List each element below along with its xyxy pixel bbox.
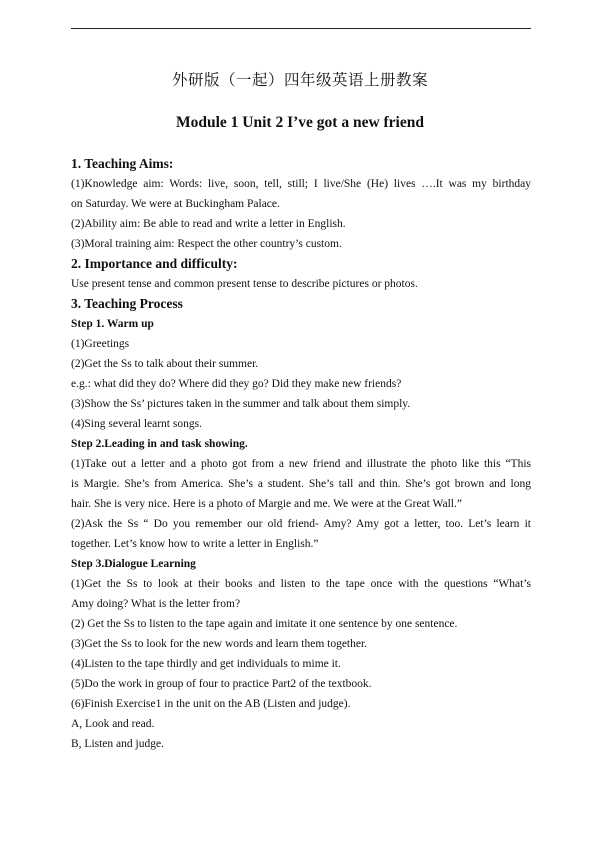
- step2-p2-line-2: together. Let’s know how to write a letter in English.”: [71, 538, 319, 550]
- step1-item: e.g.: what did they do? Where did they go? Did they make new friends?: [71, 378, 402, 390]
- step2-p1-line-2: is Margie. She’s from America. She’s a student. She’s tall and thin. She’s got brown and long: [71, 478, 531, 490]
- step3-item: (5)Do the work in group of four to practice Part2 of the textbook.: [71, 678, 372, 690]
- teaching-aims-heading: 1. Teaching Aims:: [71, 156, 174, 171]
- header-rule: [71, 28, 531, 29]
- step1-item: (2)Get the Ss to talk about their summer.: [71, 358, 259, 370]
- step3-item: (4)Listen to the tape thirdly and get individuals to mime it.: [71, 658, 341, 670]
- step2-paragraph-1: [71, 454, 531, 514]
- step3-item: (3)Get the Ss to look for the new words and learn them together.: [71, 638, 368, 650]
- ability-aim: (2)Ability aim: Be able to read and write a letter in English.: [71, 218, 346, 230]
- step2-p1-line-1: (1)Take out a letter and a photo got from a new friend and illustrate the photo like this “This: [71, 458, 531, 470]
- step3-heading: Step 3.Dialogue Learning: [71, 558, 196, 570]
- step2-p2-line-1: (2)Ask the Ss “ Do you remember our old friend- Amy? Amy got a letter, too. Let’s learn it: [71, 518, 531, 530]
- moral-aim: (3)Moral training aim: Respect the other country’s custom.: [71, 238, 342, 250]
- step2-p1-line-3: hair. She is very nice. Here is a photo of Margie and me. We were at the Great Wall.”: [71, 498, 462, 510]
- teaching-process-heading: 3. Teaching Process: [71, 296, 183, 311]
- step1-heading: Step 1. Warm up: [71, 318, 154, 330]
- importance-heading: 2. Importance and difficulty:: [71, 256, 238, 271]
- step3-item: (6)Finish Exercise1 in the unit on the AB (Listen and judge).: [71, 698, 351, 710]
- knowledge-aim-line-1: (1)Knowledge aim: Words: live, soon, tell, still; I live/She (He) lives ….It was my birthday: [71, 178, 531, 190]
- step1-item: (1)Greetings: [71, 338, 130, 350]
- step2-paragraph-2: [71, 514, 531, 554]
- step2-heading: Step 2.Leading in and task showing.: [71, 438, 248, 450]
- chinese-title: 外研版（一起）四年级英语上册教案: [171, 72, 428, 89]
- step1-item: (4)Sing several learnt songs.: [71, 418, 202, 430]
- knowledge-aim-paragraph: [71, 174, 531, 214]
- document-body: [71, 154, 531, 754]
- step3-p1-line-2: Amy doing? What is the letter from?: [71, 598, 241, 610]
- knowledge-aim-line-2: on Saturday. We were at Buckingham Palace.: [71, 198, 280, 210]
- step3-item: B, Listen and judge.: [71, 738, 164, 750]
- step3-item: A, Look and read.: [71, 718, 155, 730]
- step1-item: (3)Show the Ss’ pictures taken in the summer and talk about them simply.: [71, 398, 411, 410]
- step3-p1-line-1: (1)Get the Ss to look at their books and listen to the tape once with the questions “What’s: [71, 578, 531, 590]
- step3-item: (2) Get the Ss to listen to the tape again and imitate it one sentence by one sentence.: [71, 618, 458, 630]
- step3-paragraph-1: [71, 574, 531, 614]
- importance-text: Use present tense and common present tense to describe pictures or photos.: [71, 278, 418, 290]
- english-title: Module 1 Unit 2 I’ve got a new friend: [176, 114, 424, 131]
